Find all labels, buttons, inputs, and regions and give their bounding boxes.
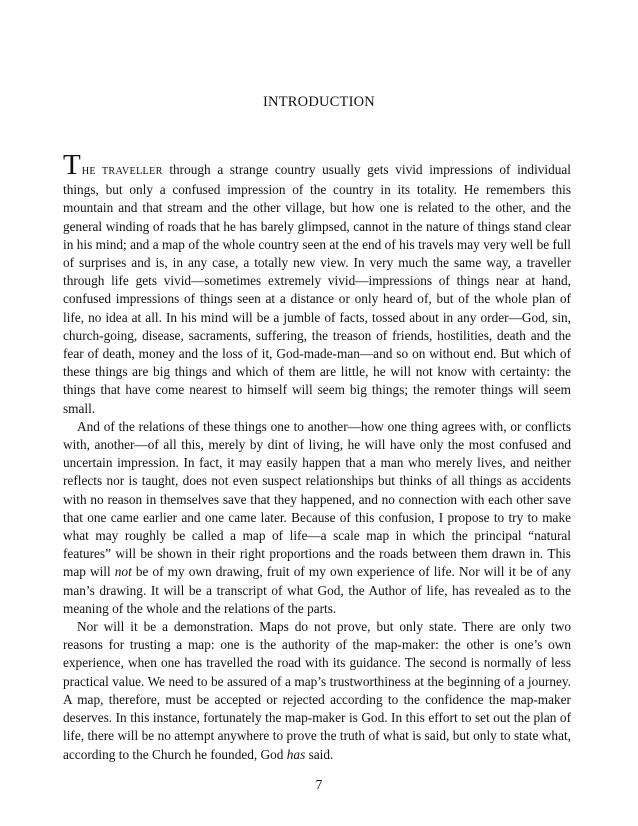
drop-cap: T xyxy=(63,149,81,181)
paragraph-2-emphasis: not xyxy=(114,564,132,580)
paragraph-3-text-b: said. xyxy=(305,746,334,762)
paragraph-3 xyxy=(63,618,571,764)
paragraph-3-text-a: Nor will it be a demonstration. Maps do not prove, but only state. There are only two reasons for trusting a map: one is the authority of the map-maker: the other is one’s own experience, when one has travelled the road with its guidance. The second is normally of less practical value. We need to be assured of a map’s trustworthiness at the beginning of a journey. A map, therefore, must be accepted or rejected according to the confidence the map-maker deserves. In this instance, fortunately the map-maker is God. In this effort to set out the plan of life, there will be no attempt anywhere to prove the truth of what is said, but only to state what, according to the Church he founded, God xyxy=(63,619,571,762)
paragraph-2-text-a: And of the relations of these things one to another—how one thing agrees with, or conflicts with, another—of all this, merely by dint of living, he will have only the most confused and uncertain impression. In fact, it may easily happen that a man who merely lives, and neither reflects nor is taught, does not even suspect relationships but thinks of all things as accidents with no reason in themselves save that they happened, and no connection with each other save that one came earlier and one came later. Because of this confusion, I propose to try to make what may roughly be called a map of life—a scale map in which the principal “natural features” will be shown in their right proportions and the roads between them drawn in. This map will xyxy=(63,418,571,580)
paragraph-2-text-b: be of my own drawing, fruit of my own experience of life. Nor will it be of any man’s drawing. It will be a transcript of what God, the Author of life, has revealed as to the meaning of the whole and the relations of the parts. xyxy=(63,564,571,616)
paragraph-3-emphasis: has xyxy=(286,746,306,762)
page-number: 7 xyxy=(315,777,323,792)
chapter-heading: INTRODUCTION xyxy=(263,94,375,110)
small-caps-lead: HE TRAVELLER xyxy=(81,166,163,177)
paragraph-1 xyxy=(63,149,571,418)
paragraph-2 xyxy=(63,418,571,618)
body-text xyxy=(63,149,571,764)
paragraph-1-text: through a strange country usually gets vivid impressions of individual things, but only a confused impression of the country in its totality. He remembers this mountain and that stream and the other village, but how one is related to the other, and the general winding of roads that he has barely glimpsed, cannot in the nature of things stand clear in his mind; and a map of the whole country seen at the end of his travels may very well be full of surprises and is, in any case, a totally new view. In very much the same way, a traveller through life gets vivid—sometimes extremely vivid—impressions of things near at hand, confused impressions of things seen at a distance or only heard of, but of the whole plan of life, no idea at all. In his mind will be a jumble of facts, tossed about in any order—God, sin, church-going, disease, sacraments, suffering, the treason of friends, hostilities, death and the fear of death, money and the loss of it, God-made-man—and so on without end. But which of these things are big things and which of them are little, he will not know with certainty: the things that have come nearest to himself will seem big things; the remoter things will seem small. xyxy=(63,162,571,416)
